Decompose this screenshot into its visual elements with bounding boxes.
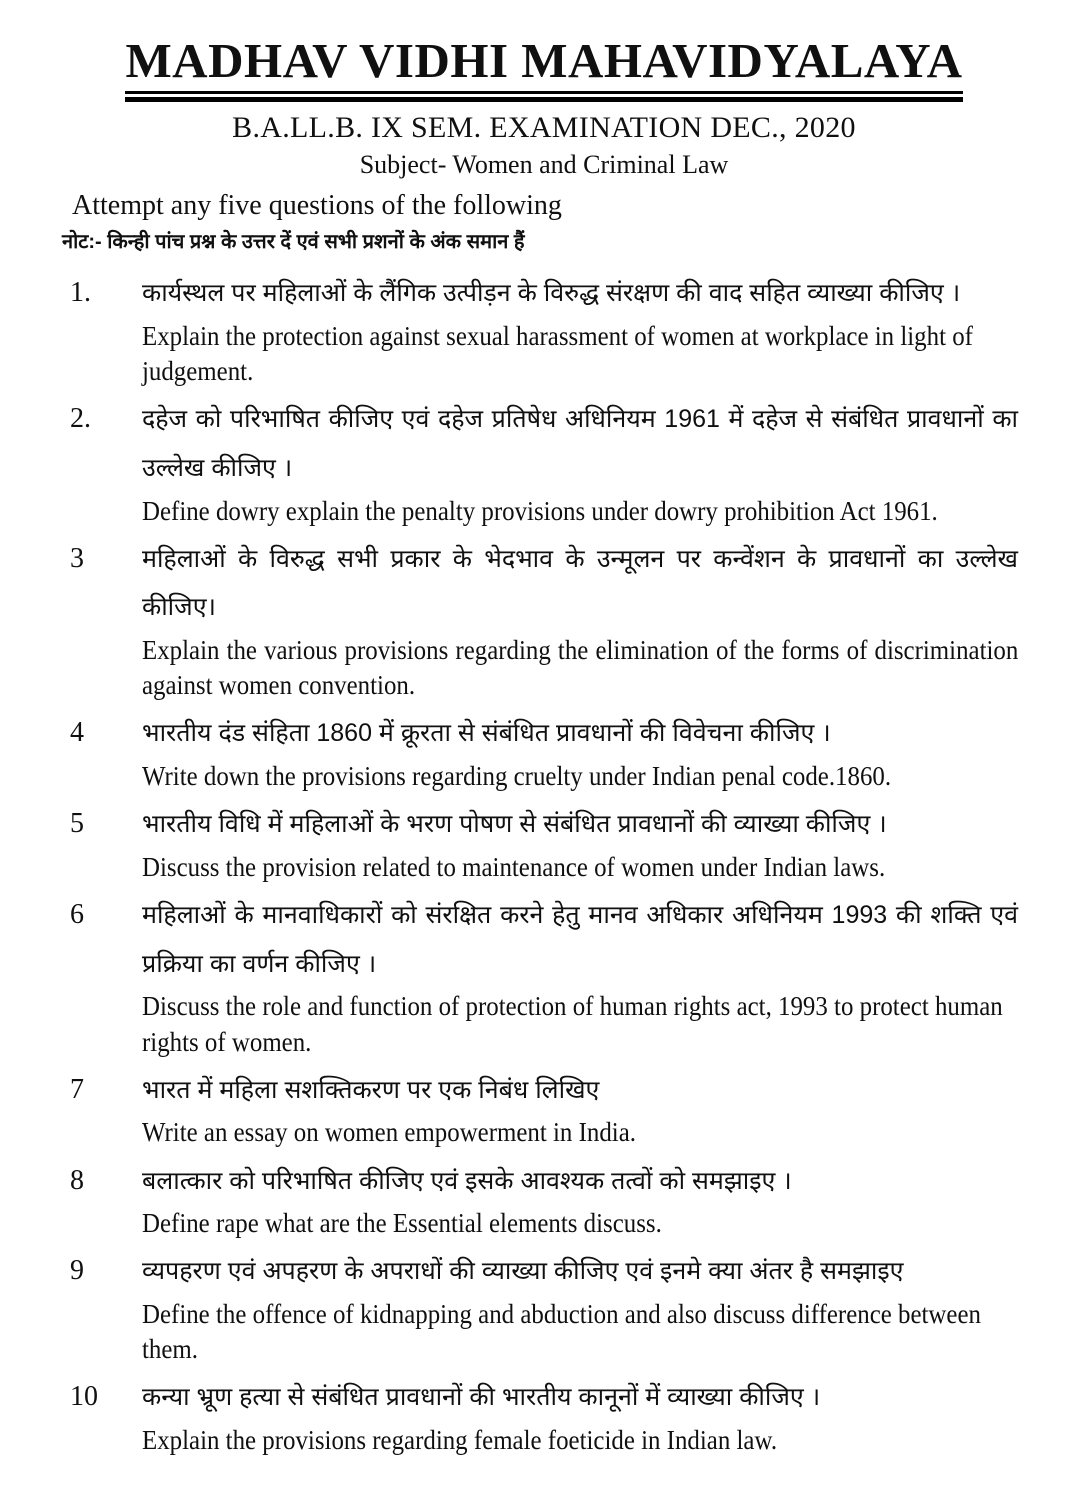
question-body — [142, 709, 1018, 794]
question-body — [142, 800, 1018, 885]
exam-title: B.A.LL.B. IX SEM. EXAMINATION DEC., 2020 — [232, 110, 856, 144]
question-row-10 — [70, 1373, 1018, 1458]
question-body — [142, 269, 1018, 389]
question-number: 6 — [70, 898, 84, 930]
title-underline-rule — [125, 97, 962, 102]
question-row-3 — [70, 535, 1018, 704]
question-row-6 — [70, 891, 1018, 1060]
question-number: 2. — [70, 403, 91, 435]
institution-title-wrap — [125, 34, 962, 102]
note-line — [62, 229, 1018, 255]
note-text: किन्ही पांच प्रश्न के उत्तर दें एवं सभी प्रशनों के अंक समान हैं — [107, 231, 525, 254]
question-text-hindi: कन्या भ्रूण हत्या से संबंधित प्रावधानों की भारतीय कानूनों में व्याख्या कीजिए । — [142, 1383, 821, 1412]
question-number: 1. — [70, 277, 91, 309]
question-text-english: Explain the provisions regarding female foeticide in Indian law. — [142, 1425, 778, 1456]
paper-header — [62, 33, 1018, 255]
instruction-line: Attempt any five questions of the following — [72, 189, 562, 221]
question-text-english: Write an essay on women empowerment in India. — [142, 1117, 636, 1148]
question-number: 10 — [70, 1381, 98, 1413]
institution-title — [70, 34, 1018, 102]
question-row-9 — [70, 1247, 1018, 1367]
question-text-hindi: बलात्कार को परिभाषित कीजिए एवं इसके आवश्यक तत्वों को समझाइए । — [142, 1166, 792, 1195]
note-label: नोट:- — [62, 231, 102, 254]
institution-name: MADHAV VIDHI MAHAVIDYALAYA — [125, 34, 962, 94]
question-text-hindi: महिलाओं के मानवाधिकारों को संरक्षित करने हेतु मानव अधिकार अधिनियम 1993 की शक्ति एवं प्रक्रिया का वर्णन कीजिए । — [142, 900, 1018, 978]
question-row-1 — [70, 269, 1018, 389]
question-row-8 — [70, 1157, 1018, 1242]
question-text-hindi: महिलाओं के विरुद्ध सभी प्रकार के भेदभाव के उन्मूलन पर कन्वेंशन के प्रावधानों का उल्लेख कीजिए। — [142, 544, 1018, 622]
question-text-hindi: भारतीय दंड संहिता 1860 में क्रूरता से संबंधित प्रावधानों की विवेचना कीजिए । — [142, 719, 831, 748]
question-text-english: Discuss the provision related to maintenance of women under Indian laws. — [142, 851, 886, 882]
question-body — [142, 1066, 1018, 1151]
question-text-english: Explain the various provisions regarding the elimination of the forms of discrimination against women convention. — [142, 635, 1019, 701]
question-list — [70, 269, 1018, 1458]
question-number: 9 — [70, 1255, 84, 1287]
question-number: 5 — [70, 808, 84, 840]
subject-title: Subject- Women and Criminal Law — [359, 149, 729, 179]
question-number: 4 — [70, 717, 84, 749]
question-row-4 — [70, 709, 1018, 794]
question-text-hindi: दहेज को परिभाषित कीजिए एवं दहेज प्रतिषेध अधिनियम 1961 में दहेज से संबंधित प्रावधानों का उल्लेख कीजिए । — [142, 405, 1018, 482]
question-body — [142, 1247, 1018, 1367]
question-text-english: Write down the provisions regarding cruelty under Indian penal code.1860. — [142, 761, 892, 792]
question-text-hindi: भारतीय विधि में महिलाओं के भरण पोषण से संबंधित प्रावधानों की व्याख्या कीजिए । — [142, 810, 887, 839]
question-text-english: Define rape what are the Essential elements discuss. — [142, 1208, 662, 1239]
question-text-english: Discuss the role and function of protection of human rights act, 1993 to protect human rights of women. — [142, 991, 1003, 1057]
question-number: 8 — [70, 1164, 84, 1196]
question-text-hindi: व्यपहरण एवं अपहरण के अपराधों की व्याख्या कीजिए एवं इनमे क्या अंतर है समझाइए — [142, 1257, 904, 1286]
question-body — [142, 1157, 1018, 1242]
question-body — [142, 891, 1018, 1060]
question-number: 3 — [70, 542, 84, 574]
question-number: 7 — [70, 1073, 84, 1105]
question-row-7 — [70, 1066, 1018, 1151]
question-row-5 — [70, 800, 1018, 885]
question-text-hindi: कार्यस्थल पर महिलाओं के लैंगिक उत्पीड़न के विरुद्ध संरक्षण की वाद सहित व्याख्या कीजिए । — [142, 279, 961, 308]
question-text-english: Define dowry explain the penalty provisions under dowry prohibition Act 1961. — [142, 495, 938, 526]
question-text-english: Explain the protection against sexual harassment of women at workplace in light of judgement. — [142, 320, 973, 386]
question-body — [142, 395, 1018, 529]
question-row-2 — [70, 395, 1018, 529]
question-body — [142, 1373, 1018, 1458]
question-body — [142, 535, 1018, 704]
question-text-english: Define the offence of kidnapping and abduction and also discuss difference between them. — [142, 1299, 981, 1365]
question-text-hindi: भारत में महिला सशक्तिकरण पर एक निबंध लिखिए — [142, 1075, 600, 1104]
